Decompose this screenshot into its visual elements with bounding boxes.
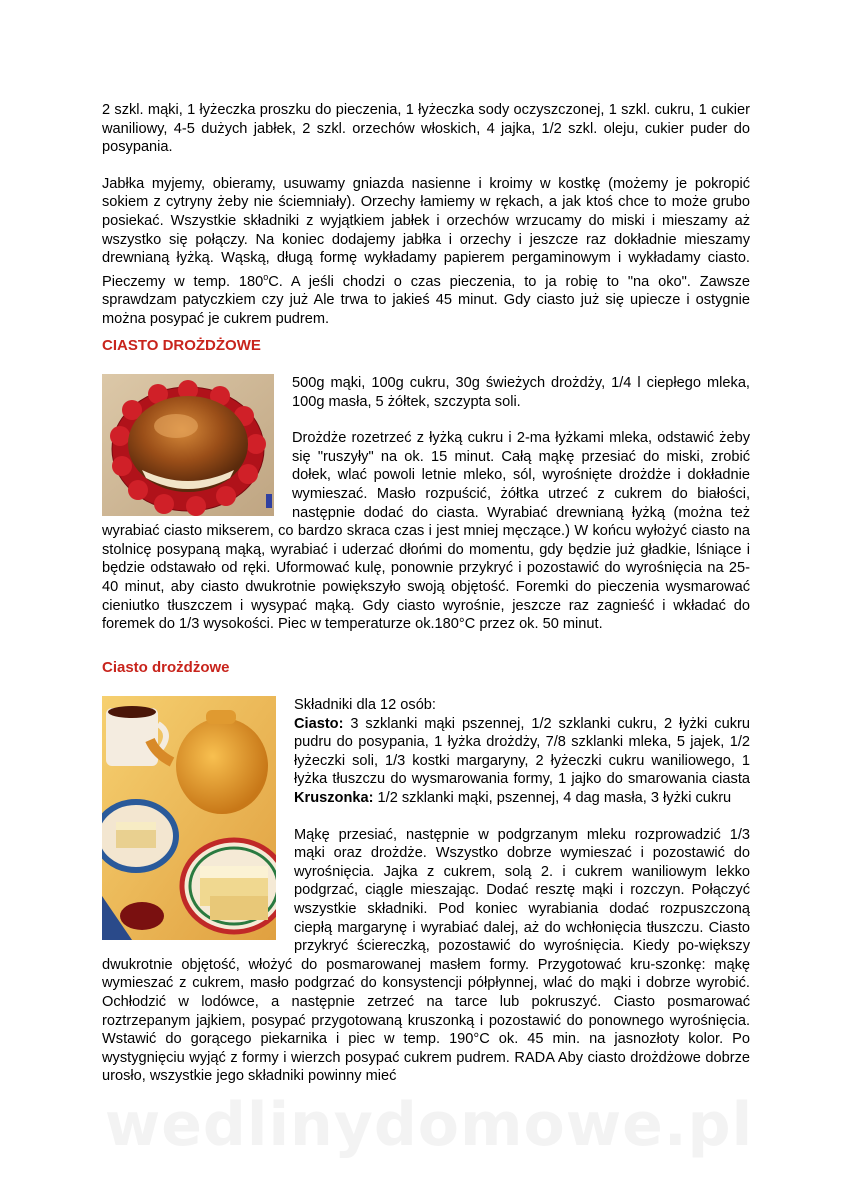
intro-ingredients: 2 szkl. mąki, 1 łyżeczka proszku do pieczenia, 1 łyżeczka sody oczyszczonej, 1 szkl. cukru, 1 cukier waniliowy, 4-5 dużych jabłek, 2 szkl. orzechów włoskich, 4 jajka, 1/2 szkl. oleju, cukier puder do posypania. <box>102 102 750 156</box>
ciasto-label: Ciasto: <box>294 715 344 732</box>
section2-body <box>102 696 750 1086</box>
intro-method-part1: Jabłka myjemy, obieramy, usuwamy gniazda nasienne i kroimy w kostkę (możemy je pokropić sokiem z cytryny żeby nie ściemniały). Orzechy łamiemy w rękach, a jak ktoś chce to może grubo posiekać. Wszystkie składniki z wyjątkiem jabłek i orzechów wrzucamy do miski i mieszamy aż wszystko się połączy. Na koniec dodajemy jabłka i orzechy i jeszcze raz dokładnie mieszamy drewnianą łyżką. Wąską, długą formę wykładamy papierem pergaminowym i wykładamy ciasto. Pieczemy w temp. 180 <box>102 175 750 290</box>
yeast-cake-tea-photo <box>102 696 276 940</box>
section1-method: Drożdże rozetrzeć z łyżką cukru i 2-ma łyżkami mleka, odstawić żeby się "ruszyły" na ok. 15 minut. Całą mąkę przesiać do miski, zrobić dołek, wlać powoli letnie mleko, sól, wyrośnięte drożdże i dokładnie wymieszać. Masło rozpuścić, żółtka utrzeć z cukrem do białości, następnie dodać do ciasta. Wyrabiać drewnianą łyżką (można też wyrabiać ciasto mikserem, co bardzo skraca czas i jest mniej męczące.) W końcu wyłożyć ciasto na stolnicę posypaną mąką, wyrabiać i uderzać dłońmi do momentu, gdy będzie już gładkie, lśniące i będzie odstawało od ręki. Uformować kulę, ponownie przykryć i pozostawić do wyrośnięcia na 25-40 minut, aby ciasto dwukrotnie powiększyło swoją objętość. Foremki do pieczenia wysmarować cieniutko tłuszczem i wysypać mąką. Gdy ciasto wyrośnie, jeszcze raz zagnieść i wkładać do foremek do 1/3 wysokości. Piec w temperaturze ok.180°C przez ok. 50 minut. <box>102 430 750 633</box>
watermark: wedlinydomowe.pl <box>104 1090 754 1160</box>
kruszonka-text: 1/2 szklanki mąki, pszennej, 4 dag masła, 3 łyżki cukru <box>373 789 732 806</box>
section-title-ciasto-drozdzowe: CIASTO DROŻDŻOWE <box>102 337 261 354</box>
bundt-cake-photo-slot <box>102 374 274 516</box>
section1-ingredients: 500g mąki, 100g cukru, 30g świeżych drożdży, 1/4 l ciepłego mleka, 100g masła, 5 żółtek, szczypta soli. <box>292 375 750 410</box>
ciasto-text: 3 szklanki mąki pszennej, 1/2 szklanki cukru, 2 łyżki cukru pudru do posypania, 1 łyżka drożdży, 7/8 szklanki mleka, 5 jajek, 1/2 łyżeczki soli, 1/3 kostki margaryny, 2 łyżeczki cukru waniliowego, 1 łyżka tłuszczu do wysmarowania formy, 1 jajko do smarowania ciasta <box>294 715 750 788</box>
bundt-cake-photo <box>102 374 274 516</box>
section2-servings: Składniki dla 12 osób: <box>294 697 436 713</box>
intro-method-part2: C. A jeśli chodzi o czas pieczenia, to ja robię to "na oko". Zawsze sprawdzam patyczkiem czy już Ale trwa to jakieś 45 minut. Gdy ciasto już się upiecze i ostygnie można posypać je cukrem pudrem. <box>102 273 751 327</box>
intro-method <box>102 175 750 329</box>
intro-recipe <box>102 101 750 328</box>
degree-sup: o <box>263 271 269 282</box>
section2-method: Mąkę przesiać, następnie w podgrzanym mleku rozprowadzić 1/3 mąki oraz drożdże. Wszystko dobrze wymieszać i pozostawić do wyrośnięcia. Jajka z cukrem, solą 2. i cukrem waniliowym lekko podgrzać, ciągle mieszając. Dodać resztę mąki i rozczyn. Połączyć wszystkie składniki. Pod koniec wyrabiania dodać rozpuszczoną ciepłą margarynę i wyrabiać dalej, aż do wchłonięcia tłuszczu. Ciasto przykryć ściereczką, pozostawić do wyrośnięcia. Kiedy po-większy dwukrotnie objętość, włożyć do posmarowanej masłem formy. Przygotować kru-szonkę: mąkę wymieszać z cukrem, masło podgrzać do konsystencji półpłynnej, wlać do mąki i dobrze wyrobić. Ochłodzić w lodówce, a następnie zetrzeć na tarce lub pokruszyć. Ciasto posmarować roztrzepanym jajkiem, posypać przygotowaną kruszonką i pozostawić do ponownego wyrośnięcia. Wstawić do gorącego piekarnika i piec w temp. 190°C ok. 45 min. na jasnozłoty kolor. Po wystygnięciu wyjąć z formy i wierzch posypać cukrem pudrem. RADA Aby ciasto drożdżowe dobrze urosło, wszystkie jego składniki powinny mieć <box>102 826 750 1085</box>
yeast-cake-photo-slot <box>102 696 276 940</box>
kruszonka-label: Kruszonka: <box>294 789 374 806</box>
section-title-ciasto-drozdzowe-2: Ciasto drożdżowe <box>102 659 230 676</box>
section1-body <box>102 374 750 634</box>
